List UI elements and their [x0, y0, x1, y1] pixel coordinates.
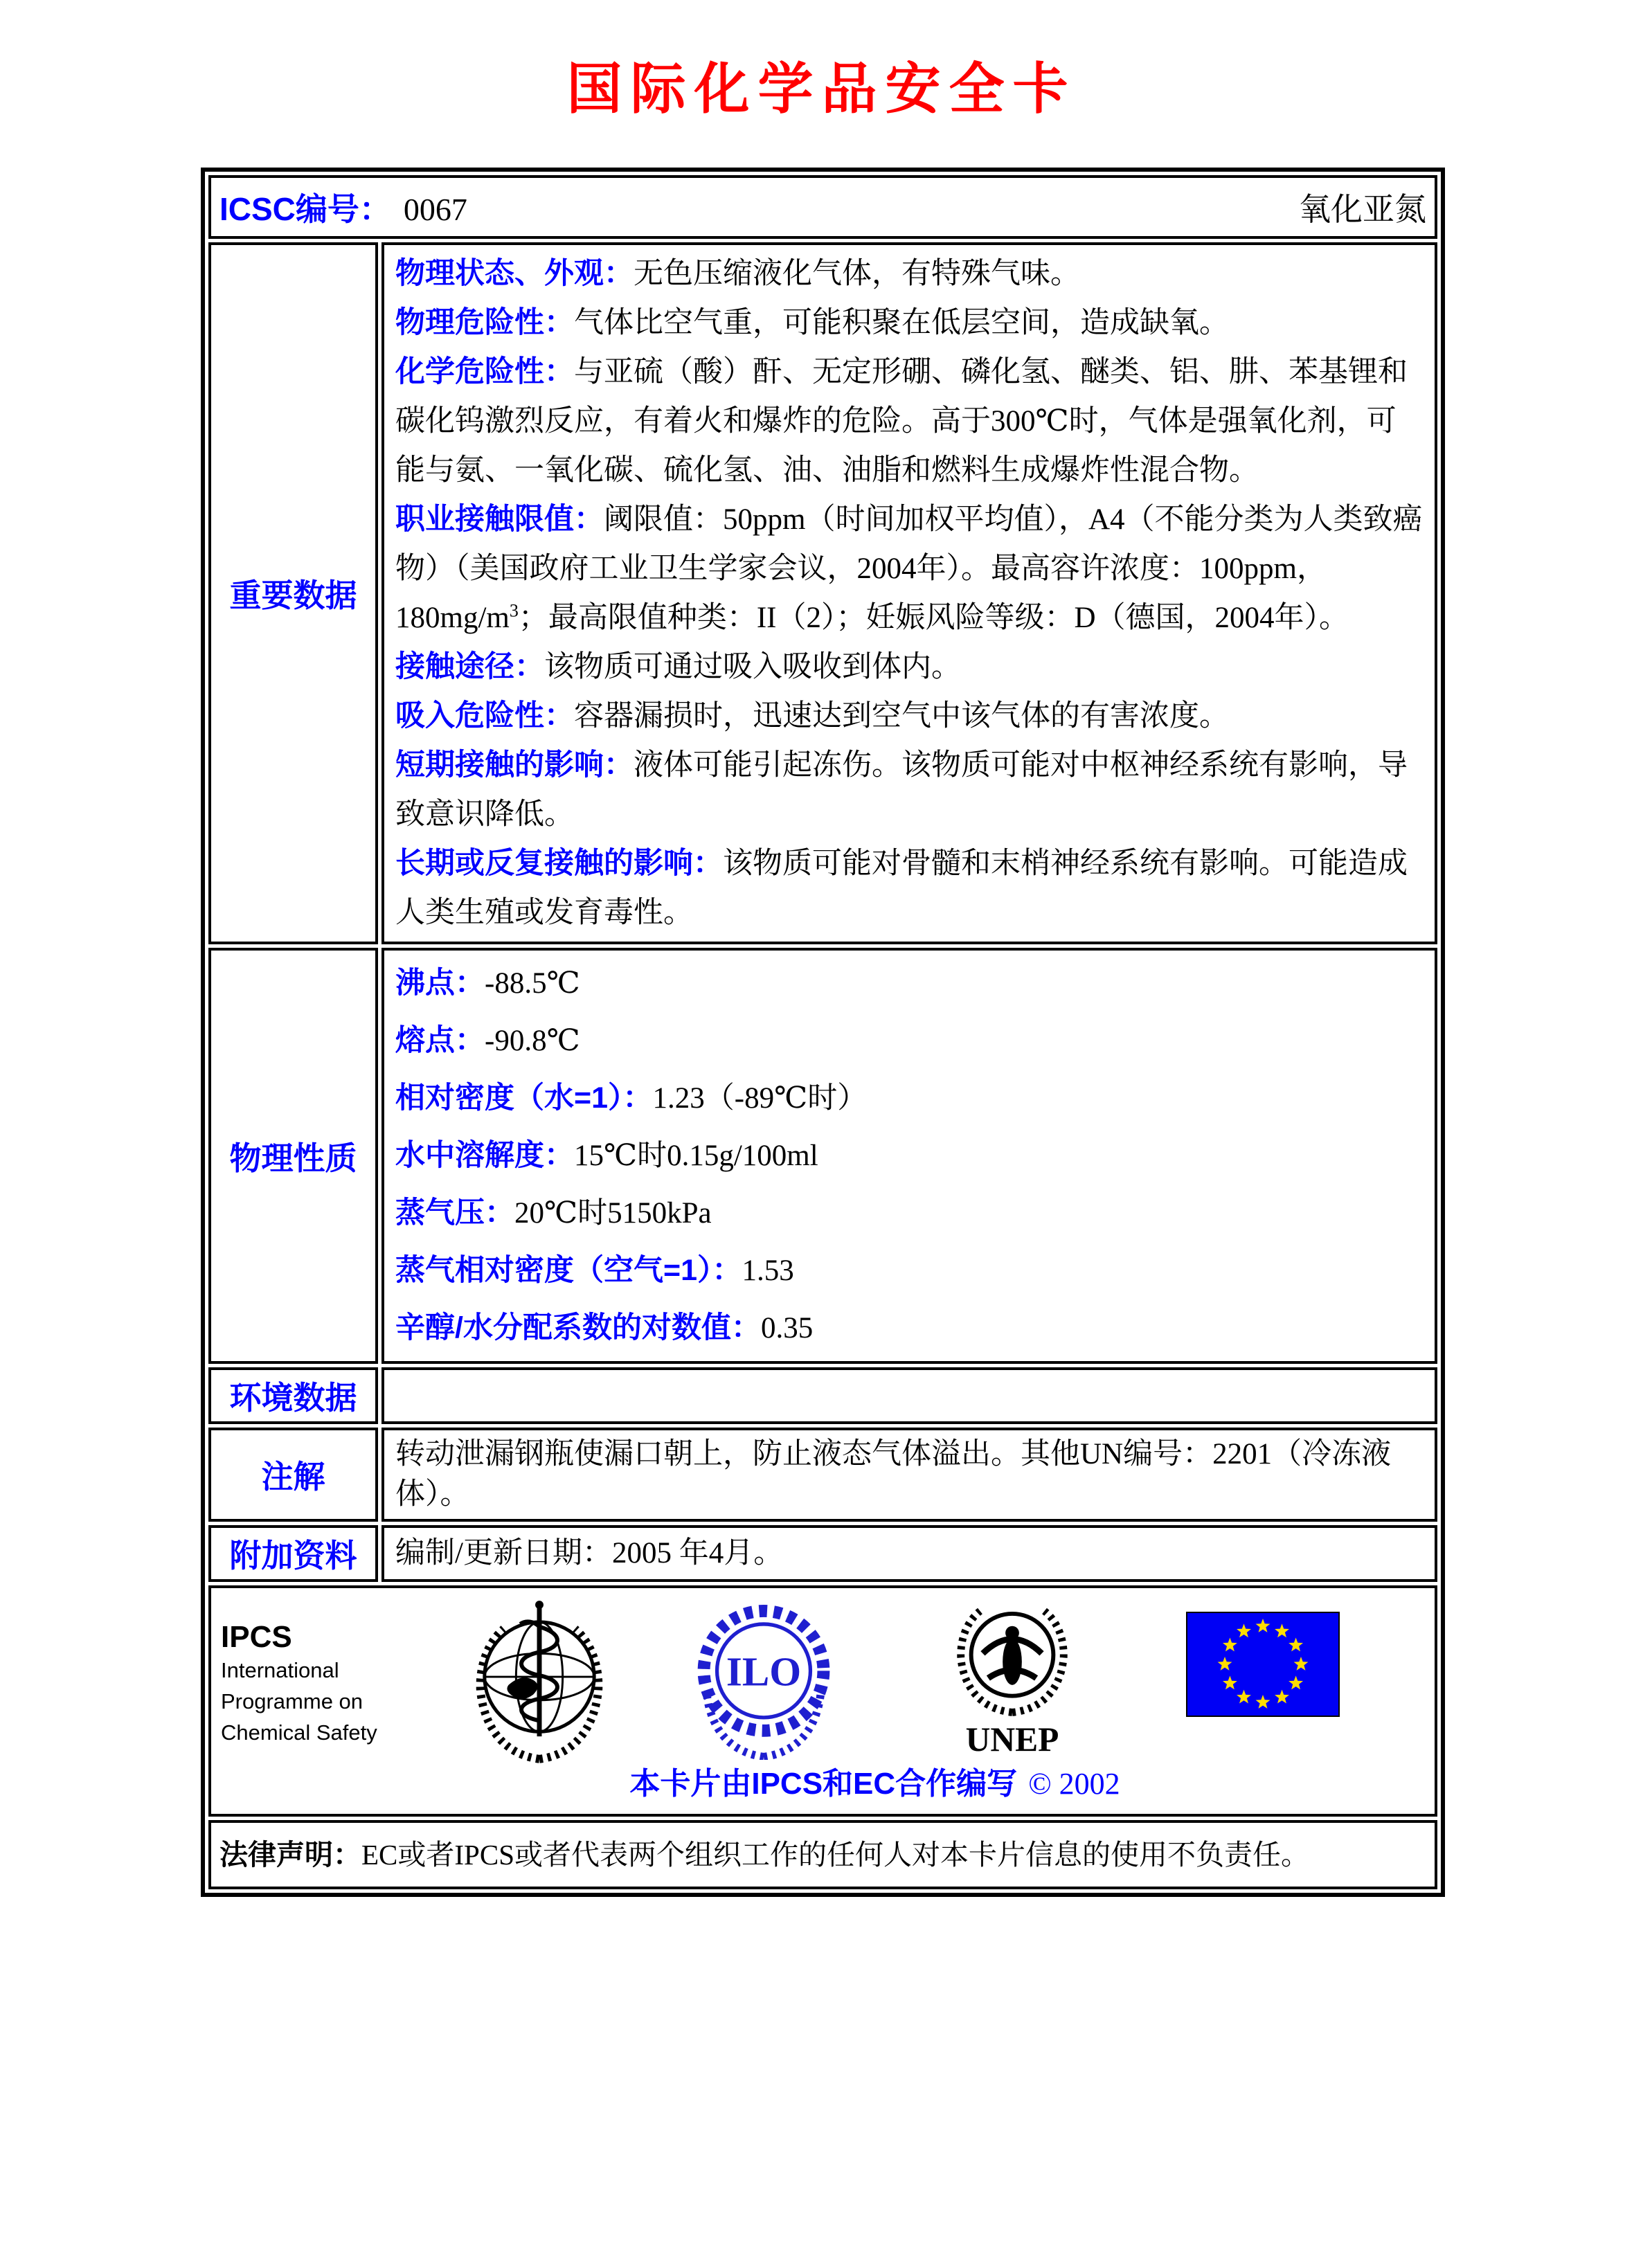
- icsc-header-cell: [208, 175, 1437, 239]
- important-data-row: [208, 242, 1437, 944]
- property-value: 该物质可通过吸入吸收到体内。: [544, 651, 961, 683]
- ipcs-line: Programme on: [221, 1689, 363, 1713]
- property-item: [395, 642, 1424, 692]
- property-value: 与亚硫（酸）酐、无定形硼、磷化氢、醚类、铝、肼、苯基锂和碳化钨激烈反应，有着火和爆炸的危险。高于300℃时，气体是强氧化剂，可能与氨、一氧化碳、硫化氢、油、油脂和燃料生成爆炸性混合物。: [395, 356, 1408, 487]
- physical-properties-row: [208, 948, 1437, 1364]
- property-value: -88.5℃: [485, 967, 580, 1000]
- property-item: [395, 249, 1424, 298]
- additional-info-label: 附加资料: [208, 1525, 378, 1582]
- physical-properties-content: [381, 948, 1437, 1364]
- property-item: [395, 955, 1424, 1012]
- safety-card-table: [201, 168, 1445, 1897]
- property-label: 辛醇/水分配系数的对数值：: [395, 1311, 761, 1344]
- additional-info-text: 编制/更新日期：2005 年4月。: [395, 1537, 784, 1569]
- property-value: 15℃时0.15g/100ml: [574, 1140, 818, 1172]
- unep-emblem-icon: [947, 1594, 1077, 1758]
- ipcs-acronym: IPCS: [221, 1620, 292, 1654]
- logos-cell: [208, 1585, 1437, 1817]
- environmental-data-content: [381, 1367, 1437, 1424]
- property-value: 1.23（-89℃时）: [652, 1082, 868, 1115]
- ipcs-block: [221, 1620, 377, 1748]
- property-item: [395, 1299, 1424, 1357]
- caption-text: 本卡片由IPCS和EC合作编写: [629, 1767, 1018, 1801]
- page-title: 国际化学品安全卡: [566, 60, 1077, 120]
- property-label: 化学危险性：: [395, 355, 574, 388]
- property-item: [395, 348, 1424, 495]
- property-value: 容器漏损时，迅速达到空气中该气体的有害浓度。: [574, 700, 1229, 732]
- property-value: 0.35: [760, 1312, 814, 1344]
- caption-copyright: © 2002: [1028, 1767, 1120, 1801]
- icsc-number-group: [219, 184, 467, 230]
- property-value: ；最高限值种类：II（2）；妊娠风险等级：D（德国，2004年）。: [518, 602, 1349, 634]
- additional-info-content: [381, 1525, 1437, 1582]
- icsc-number-value: 0067: [403, 192, 467, 227]
- environmental-data-row: [208, 1367, 1437, 1424]
- property-value: 1.53: [742, 1254, 794, 1287]
- property-label: 短期接触的影响：: [395, 748, 634, 782]
- eu-flag-icon: [1186, 1612, 1340, 1717]
- property-label: 蒸气压：: [395, 1196, 514, 1230]
- ilo-emblem-icon: [690, 1598, 837, 1760]
- property-label: 接触途径：: [395, 650, 544, 683]
- property-label: 长期或反复接触的影响：: [395, 847, 723, 880]
- ipcs-line: International: [221, 1658, 339, 1682]
- property-value: 该物质可能对骨髓和末梢神经系统有影响。可能造成人类生殖或发育毒性。: [395, 847, 1408, 929]
- property-value: 20℃时5150kPa: [514, 1197, 712, 1230]
- property-item: [395, 495, 1424, 642]
- ilo-text: ILO: [726, 1648, 802, 1695]
- notes-row: [208, 1428, 1437, 1522]
- property-label: 物理危险性：: [395, 306, 574, 339]
- ipcs-line: Chemical Safety: [221, 1720, 377, 1745]
- property-item: [395, 1242, 1424, 1299]
- property-item: [395, 1185, 1424, 1242]
- notes-text: 转动泄漏钢瓶使漏口朝上，防止液态气体溢出。其他UN编号：2201（冷冻液体）。: [395, 1438, 1392, 1511]
- property-item: [395, 298, 1424, 348]
- icsc-number-label: ICSC编号：: [219, 191, 391, 227]
- property-value: 气体比空气重，可能积聚在低层空间，造成缺氧。: [574, 307, 1229, 339]
- property-item: [395, 1012, 1424, 1070]
- property-value: 阈限值：50ppm（时间加权平均值），A4（不能分类为人类致癌物）（美国政府工业卫生学家会议，2004年）。最高容许浓度：100ppm，180mg/m: [395, 503, 1423, 634]
- additional-info-row: [208, 1525, 1437, 1582]
- icsc-header-row: [208, 175, 1437, 239]
- legal-label: 法律声明：: [219, 1839, 361, 1871]
- legal-text: EC或者IPCS或者代表两个组织工作的任何人对本卡片信息的使用不负责任。: [361, 1839, 1309, 1871]
- environmental-data-label: 环境数据: [208, 1367, 378, 1424]
- property-label: 沸点：: [395, 966, 485, 1000]
- superscript: 3: [509, 600, 519, 621]
- property-label: 熔点：: [395, 1024, 485, 1057]
- notes-content: [381, 1428, 1437, 1522]
- physical-properties-label: 物理性质: [208, 948, 378, 1364]
- property-item: [395, 741, 1424, 839]
- property-label: 吸入危险性：: [395, 699, 574, 732]
- legal-cell: [208, 1820, 1437, 1889]
- logos-row: [208, 1585, 1437, 1817]
- who-emblem-icon: [471, 1595, 608, 1765]
- property-item: [395, 839, 1424, 937]
- chemical-name: 氧化亚氮: [1299, 192, 1426, 227]
- property-label: 蒸气相对密度（空气=1）：: [395, 1254, 742, 1287]
- property-value: 液体可能引起冻伤。该物质可能对中枢神经系统有影响，导致意识降低。: [395, 749, 1408, 831]
- card-caption: [211, 1758, 1435, 1803]
- property-label: 物理状态、外观：: [395, 257, 634, 290]
- property-item: [395, 1127, 1424, 1185]
- property-label: 职业接触限值：: [395, 503, 604, 536]
- property-label: 相对密度（水=1）：: [395, 1081, 653, 1115]
- important-data-label: 重要数据: [208, 242, 378, 944]
- notes-label: 注解: [208, 1428, 378, 1522]
- property-value: -90.8℃: [485, 1025, 580, 1057]
- legal-row: [208, 1820, 1437, 1889]
- property-item: [395, 1070, 1424, 1127]
- property-value: 无色压缩液化气体，有特殊气味。: [634, 258, 1080, 290]
- important-data-content: [381, 242, 1437, 944]
- property-item: [395, 692, 1424, 741]
- unep-text: UNEP: [965, 1720, 1059, 1758]
- property-label: 水中溶解度：: [395, 1139, 574, 1172]
